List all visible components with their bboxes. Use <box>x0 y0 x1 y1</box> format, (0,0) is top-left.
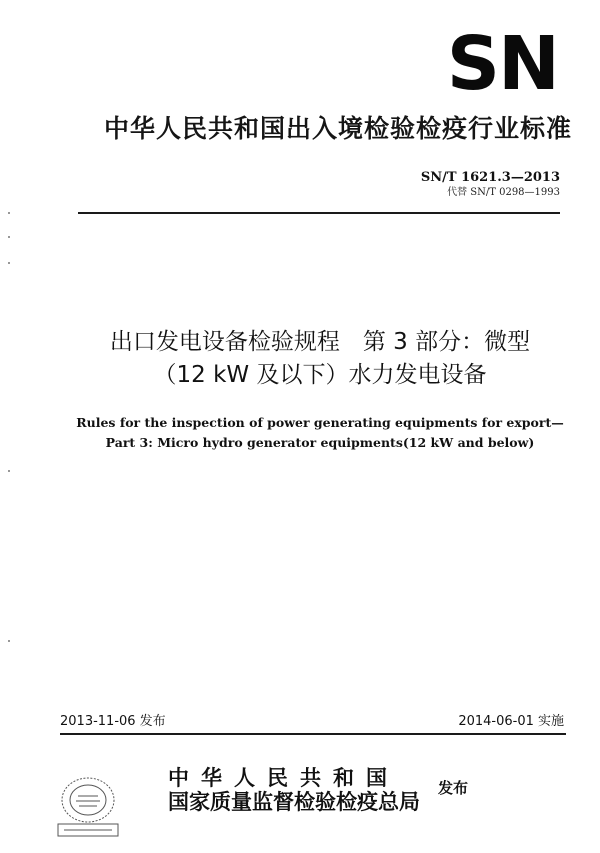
implementation-date: 2014-06-01 实施 <box>458 714 564 729</box>
top-divider <box>78 212 560 214</box>
issue-date: 2013-11-06 发布 <box>60 714 166 729</box>
margin-mark <box>8 640 10 642</box>
english-title-line-1: Rules for the inspection of power generating equipments for export— <box>76 415 564 430</box>
sn-logo: SN <box>446 21 558 107</box>
library-stamp-icon <box>48 770 128 840</box>
replaces-standard: 代替 SN/T 0298—1993 <box>447 187 560 198</box>
margin-mark <box>8 212 10 214</box>
english-title-line-2: Part 3: Micro hydro generator equipments(12 kW and below) <box>105 435 535 450</box>
chinese-title-line-1: 出口发电设备检验规程 第 3 部分：微型 <box>109 329 531 355</box>
chinese-title-line-2: （12 kW 及以下）水力发电设备 <box>153 362 487 388</box>
organization-title: 中华人民共和国出入境检验检疫行业标准 <box>103 114 572 143</box>
issuer-name-line-1: 中华人民共和国 <box>168 766 399 790</box>
margin-mark <box>8 470 10 472</box>
publish-label: 发布 <box>438 779 469 797</box>
issuer-name-line-2: 国家质量监督检验检疫总局 <box>168 790 420 814</box>
bottom-divider <box>60 733 566 735</box>
standard-code: SN/T 1621.3—2013 <box>420 170 560 185</box>
chinese-title <box>40 326 600 392</box>
margin-mark <box>8 236 10 238</box>
margin-mark <box>8 262 10 264</box>
english-title <box>40 413 600 453</box>
